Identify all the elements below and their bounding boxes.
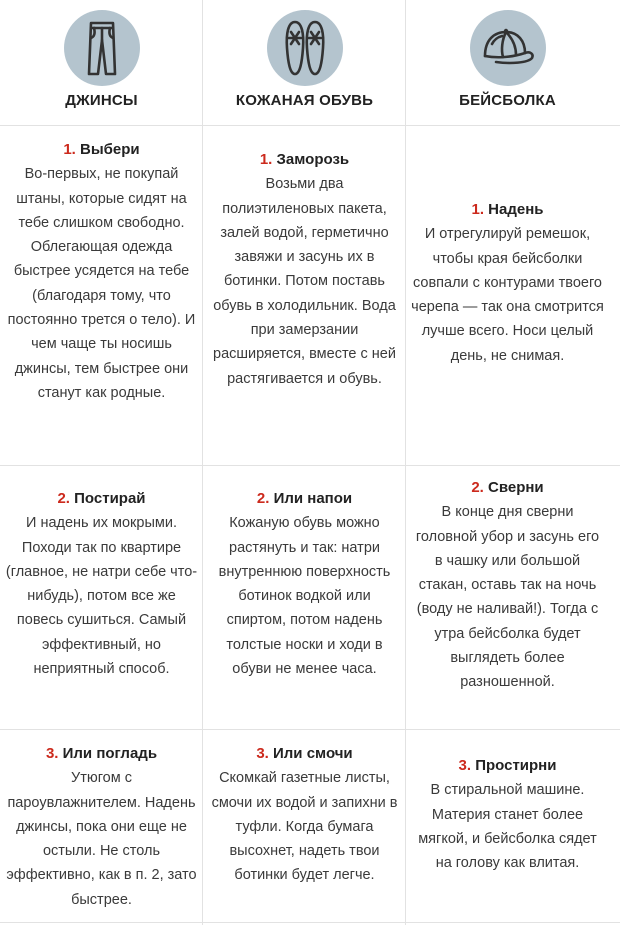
step-number: 3. bbox=[45, 745, 59, 762]
step-text: Скомкай газетные листы, смочи их водой и запихни в туфли. Когда бумага высохнет, надеть твои ботинки будет легче. bbox=[211, 770, 398, 884]
column-header-shoes bbox=[203, 0, 406, 125]
step-text: В стиральной машине. Материя станет более мягкой, и бейсболка сядет на голову как влитая. bbox=[418, 782, 597, 872]
row-divider bbox=[0, 125, 620, 126]
row-divider bbox=[0, 922, 620, 923]
step-text: Во-первых, не покупай штаны, которые сидят на тебе слишком свободно. Облегающая одежда быстрее усядется на тебе (благодаря тому, что постоянно трется о тело). И чем чаще ты носишь джинсы, тем быстрее они станут как родные. bbox=[7, 166, 196, 401]
tip-cap-3 bbox=[406, 754, 609, 875]
tip-jeans-3 bbox=[0, 742, 203, 912]
step-number: 3. bbox=[458, 757, 472, 774]
step-text: Возьми два полиэтиленовых пакета, залей водой, герметично завяжи и засунь их в ботинки. Потом поставь обувь в холодильник. Вода при замерзании расширяется, вместе с ней растягивается и обувь. bbox=[213, 176, 396, 387]
tip-cap-1 bbox=[406, 198, 609, 368]
column-title: ДЖИНСЫ bbox=[65, 92, 138, 109]
tip-jeans-2 bbox=[0, 487, 203, 681]
step-number: 2. bbox=[256, 490, 270, 507]
row-divider bbox=[0, 729, 620, 730]
tip-shoes-2 bbox=[203, 487, 406, 681]
step-text: И отрегулируй ремешок, чтобы края бейсболки совпали с контурами твоего черепа — так она смотрится лучше всего. Носи целый день, не снимая. bbox=[411, 226, 604, 364]
step-number: 1. bbox=[259, 151, 273, 168]
jeans-icon bbox=[64, 10, 140, 86]
step-title: Постирай bbox=[74, 490, 146, 507]
step-number: 3. bbox=[256, 745, 269, 762]
step-number: 1. bbox=[63, 141, 76, 158]
column-header-cap bbox=[406, 0, 609, 125]
step-number: 1. bbox=[471, 201, 484, 218]
step-title: Заморозь bbox=[276, 151, 350, 168]
baseball-cap-icon bbox=[470, 10, 546, 86]
step-title: Надень bbox=[488, 201, 544, 218]
step-number: 2. bbox=[471, 479, 484, 496]
tip-cap-2 bbox=[406, 476, 609, 695]
step-title: Или напои bbox=[273, 490, 353, 507]
column-title: КОЖАНАЯ ОБУВЬ bbox=[235, 92, 374, 109]
tip-jeans-1 bbox=[0, 138, 203, 405]
row-divider bbox=[0, 465, 620, 466]
column-title: БЕЙСБОЛКА bbox=[459, 92, 556, 109]
step-text: Утюгом с пароувлажнителем. Надень джинсы, пока они еще не остыли. Не столь эффективно, как в п. 2, зато быстрее. bbox=[6, 770, 197, 908]
tip-shoes-1 bbox=[203, 148, 406, 391]
step-title: Или смочи bbox=[273, 745, 353, 762]
step-title: Выбери bbox=[80, 141, 140, 158]
step-text: Кожаную обувь можно растянуть и так: натри внутреннюю поверхность ботинок водкой или спиртом, потом надень толстые носки и ходи в обуви не менее часа. bbox=[218, 515, 391, 678]
step-text: И надень их мокрыми. Походи так по квартире (главное, не натри себе что-нибудь), потом все же повесь сушиться. Самый эффективный, но неприятный способ. bbox=[5, 515, 198, 678]
tip-shoes-3 bbox=[203, 742, 406, 888]
leather-shoes-icon bbox=[267, 10, 343, 86]
step-number: 2. bbox=[57, 490, 70, 507]
column-header-jeans bbox=[0, 0, 203, 125]
step-title: Сверни bbox=[488, 479, 544, 496]
step-text: В конце дня сверни головной убор и засунь его в чашку или большой стакан, оставь так на ночь (воду не наливай!). Тогда с утра бейсболка будет выглядеть более разношенной. bbox=[415, 504, 600, 691]
step-title: Простирни bbox=[475, 757, 557, 774]
step-title: Или погладь bbox=[62, 745, 158, 762]
